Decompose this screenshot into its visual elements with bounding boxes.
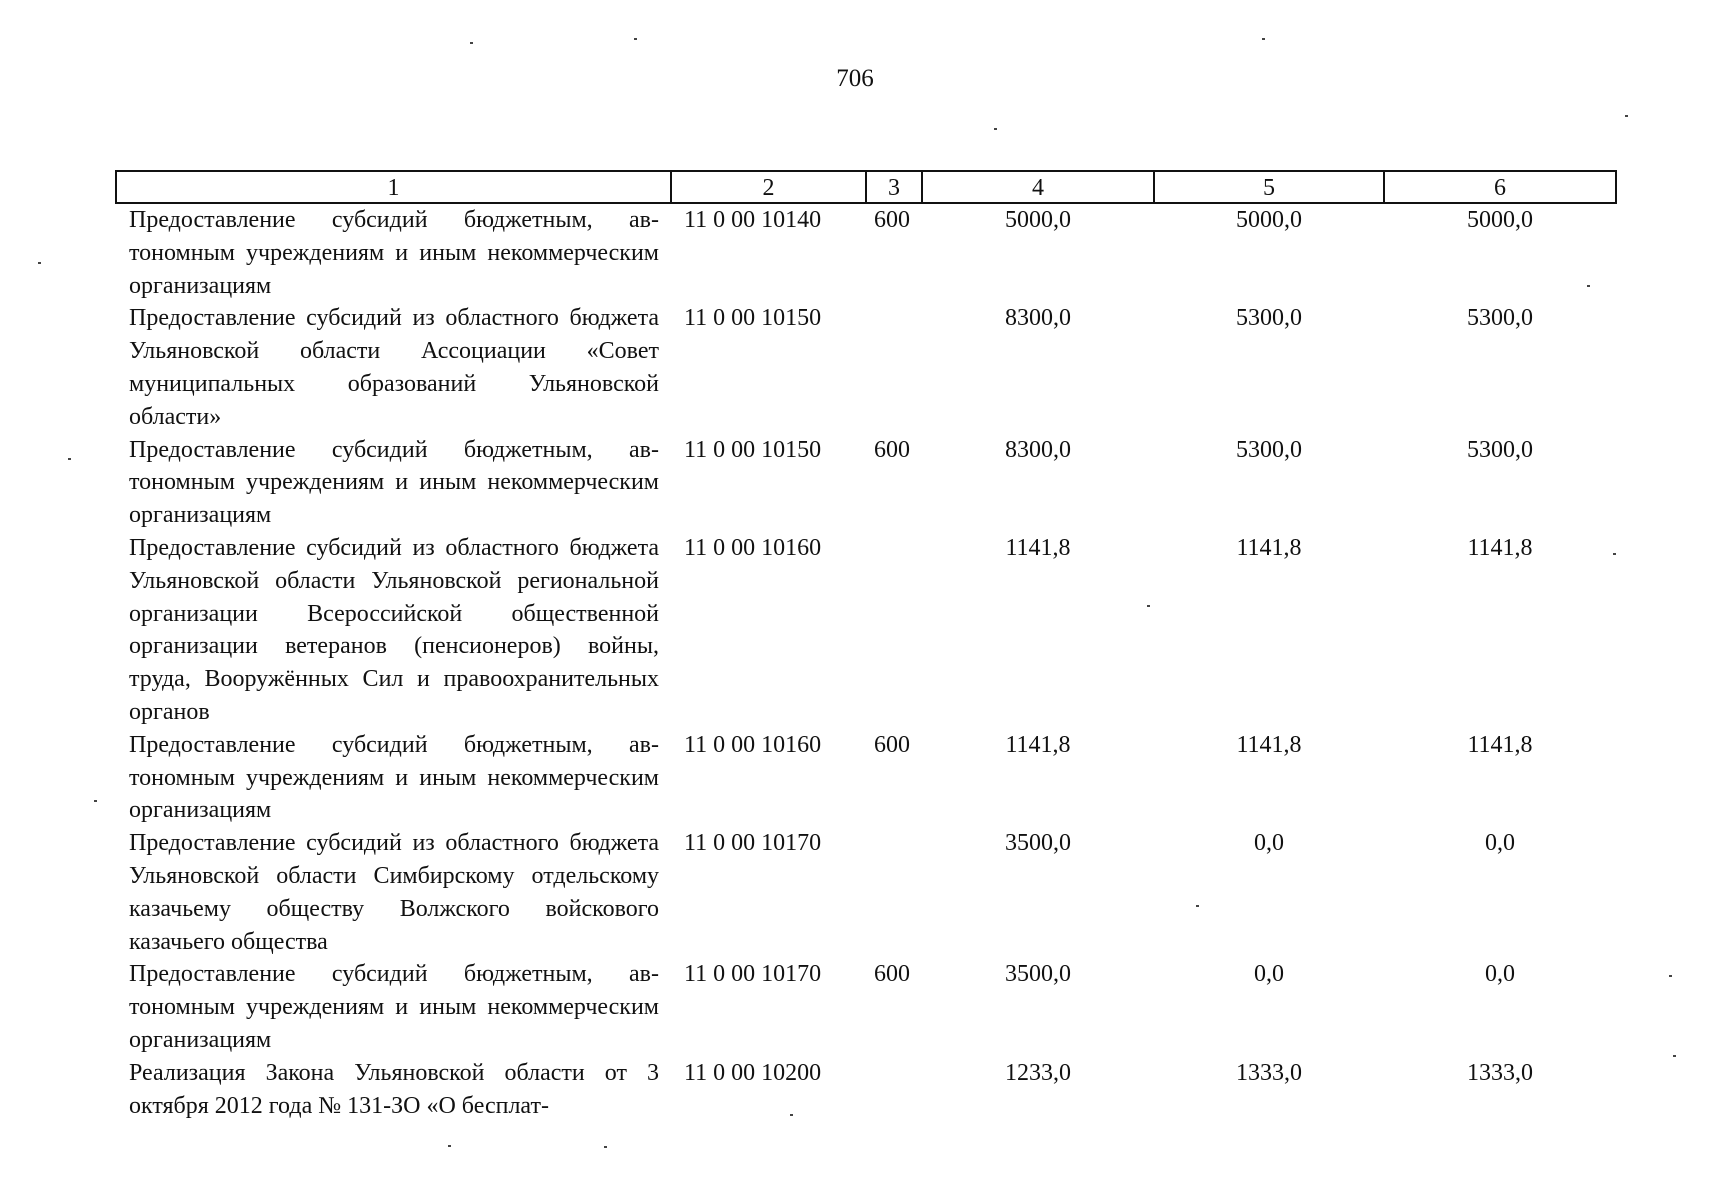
row-value-6: 5300,0 [1467,436,1533,463]
column-header-5: 5 [1154,171,1384,203]
row-value-4: 8300,0 [1005,436,1071,463]
row-name: Предоставление субсидий бюджетным, автономным учреждениям и иным некоммерческим организациям [129,207,659,299]
row-type [866,532,922,729]
speck [38,262,41,264]
row-value-5: 0,0 [1254,961,1284,988]
budget-table [115,170,1617,1122]
speck [634,38,637,40]
row-name: Предоставление субсидий из областного бюджета Ульяновской области Ассоциации «Совет муниципальных образований Ульяновской области» [129,305,659,430]
row-value-4: 1141,8 [1005,534,1071,561]
speck [994,128,997,130]
row-value-4: 1141,8 [1005,731,1071,758]
row-code: 11 0 00 10170 [684,961,822,988]
speck [1147,605,1150,607]
column-header-3: 3 [866,171,922,203]
page-number: 706 [836,65,874,92]
row-value-6: 1141,8 [1467,534,1533,561]
table-body [116,203,1616,1122]
row-value-5: 1333,0 [1236,1059,1302,1086]
row-value-5: 1141,8 [1236,534,1302,561]
row-name: Предоставление субсидий бюджетным, автономным учреждениям и иным некоммерческим организациям [129,436,659,529]
table-header [116,171,1616,203]
speck [1669,975,1672,977]
row-type: 600 [874,436,910,463]
row-type [866,1057,922,1123]
header-row [116,171,1616,203]
row-value-6: 1141,8 [1467,731,1533,758]
row-value-4: 1233,0 [1005,1059,1071,1086]
speck [1587,285,1590,287]
row-value-6: 5000,0 [1467,207,1533,233]
row-type: 600 [874,207,910,233]
row-type: 600 [874,961,910,988]
speck [470,42,473,44]
row-code: 11 0 00 10140 [684,207,822,233]
row-value-4: 8300,0 [1005,305,1071,332]
table-row [116,1057,1616,1123]
row-value-6: 0,0 [1485,961,1515,988]
row-value-5: 5300,0 [1236,305,1302,332]
table-row [116,958,1616,1056]
column-header-4: 4 [922,171,1154,203]
row-name: Предоставление субсидий из областного бюджета Ульяновской области Симбирскому отдельскому казачьему обществу Волжского войскового казачьего общества [129,830,659,955]
row-name: Предоставление субсидий бюджетным, автономным учреждениям и иным некоммерческим организациям [129,731,659,824]
row-code: 11 0 00 10150 [684,436,822,463]
speck [94,800,97,802]
row-name: Предоставление субсидий из областного бюджета Ульяновской области Ульяновской региональной организации Всероссийской общественной организации ветеранов (пенсионеров) войны, труда, Вооружённых Сил и правоохранительных органов [129,534,659,725]
row-value-5: 5300,0 [1236,436,1302,463]
column-header-1: 1 [116,171,671,203]
table-row [116,827,1616,958]
row-name: Предоставление субсидий бюджетным, автономным учреждениям и иным некоммерческим организациям [129,961,659,1053]
row-type [866,827,922,958]
column-header-2: 2 [671,171,866,203]
speck [1262,38,1265,40]
row-value-4: 3500,0 [1005,830,1071,857]
row-code: 11 0 00 10160 [684,534,822,561]
table-row [116,434,1616,532]
speck [1613,553,1616,555]
row-code: 11 0 00 10200 [684,1059,822,1086]
row-code: 11 0 00 10170 [684,830,822,857]
row-value-4: 3500,0 [1005,961,1071,988]
column-header-6: 6 [1384,171,1616,203]
row-code: 11 0 00 10160 [684,731,822,758]
row-value-5: 0,0 [1254,830,1284,857]
row-value-6: 5300,0 [1467,305,1533,332]
row-value-6: 0,0 [1485,830,1515,857]
row-name: Реализация Закона Ульяновской области от 3 октября 2012 года № 131-ЗО «О бесплат- [129,1059,659,1119]
row-value-5: 1141,8 [1236,731,1302,758]
table-row [116,203,1616,302]
speck [448,1145,451,1147]
row-value-6: 1333,0 [1467,1059,1533,1086]
row-value-5: 5000,0 [1236,207,1302,233]
row-code: 11 0 00 10150 [684,305,822,332]
speck [1196,905,1199,907]
row-type [866,302,922,433]
table-row [116,532,1616,729]
row-value-4: 5000,0 [1005,207,1071,233]
speck [790,1114,793,1116]
speck [1625,115,1628,117]
row-type: 600 [874,731,910,758]
speck [1673,1055,1676,1057]
table-row [116,729,1616,827]
speck [68,458,71,460]
table-row [116,302,1616,433]
speck [604,1146,607,1148]
